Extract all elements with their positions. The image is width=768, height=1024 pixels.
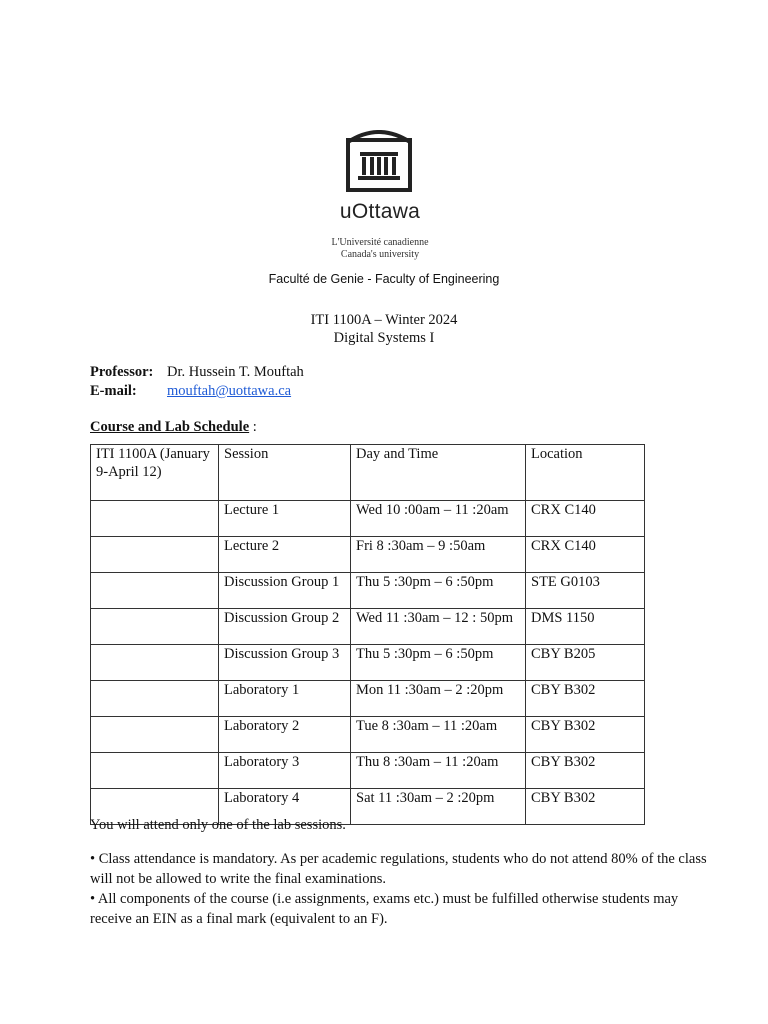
- row-day-time: Thu 5 :30pm – 6 :50pm: [351, 645, 526, 681]
- table-row: [91, 645, 645, 681]
- row-location: CBY B302: [526, 717, 645, 753]
- university-building-icon: [346, 130, 412, 192]
- schedule-heading-suffix: :: [249, 419, 257, 435]
- row-blank-cell: [91, 609, 219, 645]
- row-day-time: Wed 11 :30am – 12 : 50pm: [351, 609, 526, 645]
- logo-tagline-en: Canada's university: [340, 249, 420, 260]
- faculty-name: Faculté de Genie - Faculty of Engineering: [268, 272, 500, 286]
- row-blank-cell: [91, 537, 219, 573]
- row-day-time: Tue 8 :30am – 11 :20am: [351, 717, 526, 753]
- email-link[interactable]: mouftah@uottawa.ca: [167, 383, 292, 399]
- row-blank-cell: [91, 717, 219, 753]
- row-session: Lecture 2: [219, 537, 351, 573]
- row-location: DMS 1150: [526, 609, 645, 645]
- header-day-time: Day and Time: [351, 445, 526, 501]
- row-location: CRX C140: [526, 537, 645, 573]
- table-row: [91, 681, 645, 717]
- schedule-heading: [90, 419, 257, 436]
- row-session: Discussion Group 2: [219, 609, 351, 645]
- row-blank-cell: [91, 501, 219, 537]
- row-session: Discussion Group 1: [219, 573, 351, 609]
- table-row: [91, 537, 645, 573]
- professor-label: Professor:: [90, 364, 154, 380]
- email-row: [90, 383, 291, 400]
- row-session: Laboratory 1: [219, 681, 351, 717]
- header-session: Session: [219, 445, 351, 501]
- row-session: Laboratory 2: [219, 717, 351, 753]
- university-logo: [300, 130, 460, 265]
- components-note: • All components of the course (i.e assignments, exams etc.) must be fulfilled otherwise students may receive an EIN as a final mark (equivalent to an F).: [90, 891, 679, 927]
- row-session: Lecture 1: [219, 501, 351, 537]
- row-location: CBY B302: [526, 681, 645, 717]
- email-label: E-mail:: [90, 383, 137, 399]
- header-location: Location: [526, 445, 645, 501]
- row-session: Laboratory 4: [219, 789, 351, 825]
- table-row: [91, 717, 645, 753]
- row-day-time: Mon 11 :30am – 2 :20pm: [351, 681, 526, 717]
- row-location: CBY B205: [526, 645, 645, 681]
- row-day-time: Thu 5 :30pm – 6 :50pm: [351, 573, 526, 609]
- professor-row: [90, 364, 304, 381]
- logo-wordmark: uOttawa: [339, 200, 421, 223]
- row-session: Discussion Group 3: [219, 645, 351, 681]
- row-day-time: Fri 8 :30am – 9 :50am: [351, 537, 526, 573]
- table-row: [91, 609, 645, 645]
- row-location: STE G0103: [526, 573, 645, 609]
- schedule-table: [90, 444, 645, 825]
- lab-note: You will attend only one of the lab sessions.: [90, 817, 346, 833]
- course-subtitle: Digital Systems I: [333, 330, 435, 346]
- row-day-time: Wed 10 :00am – 11 :20am: [351, 501, 526, 537]
- row-location: CBY B302: [526, 753, 645, 789]
- row-blank-cell: [91, 753, 219, 789]
- table-row: [91, 573, 645, 609]
- row-blank-cell: [91, 573, 219, 609]
- schedule-heading-text: Course and Lab Schedule: [90, 419, 250, 435]
- row-session: Laboratory 3: [219, 753, 351, 789]
- course-title: ITI 1100A – Winter 2024: [310, 312, 458, 328]
- table-header-row: [91, 445, 645, 501]
- row-location: CBY B302: [526, 789, 645, 825]
- header-course: ITI 1100A (January 9-April 12): [91, 445, 219, 501]
- row-blank-cell: [91, 681, 219, 717]
- row-location: CRX C140: [526, 501, 645, 537]
- table-row: [91, 753, 645, 789]
- table-row: [91, 501, 645, 537]
- attendance-note: • Class attendance is mandatory. As per academic regulations, students who do not attend 80% of the class will not be allowed to write the final examinations.: [90, 851, 707, 887]
- row-blank-cell: [91, 645, 219, 681]
- professor-name: Dr. Hussein T. Mouftah: [167, 364, 304, 380]
- logo-tagline-fr: L'Université canadienne: [331, 237, 429, 248]
- row-day-time: Sat 11 :30am – 2 :20pm: [351, 789, 526, 825]
- row-day-time: Thu 8 :30am – 11 :20am: [351, 753, 526, 789]
